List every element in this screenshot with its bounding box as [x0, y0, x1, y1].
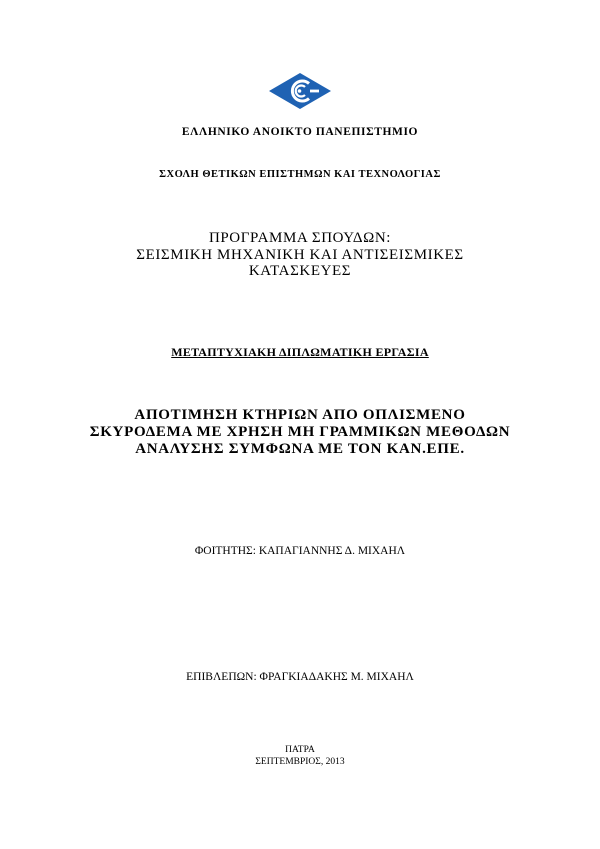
- program-line-1: ΠΡΟΓΡΑΜΜΑ ΣΠΟΥΔΩΝ:: [208, 230, 392, 246]
- title-line-2: ΣΚΥΡΟΔΕΜΑ ΜΕ ΧΡΗΣΗ ΜΗ ΓΡΑΜΜΙΚΩΝ ΜΕΘΟΔΩΝ: [89, 424, 511, 440]
- program-line-2: ΣΕΙΣΜΙΚΗ ΜΗΧΑΝΙΚΗ ΚΑΙ ΑΝΤΙΣΕΙΣΜΙΚΕΣ: [136, 246, 464, 263]
- school-name: ΣΧΟΛΗ ΘΕΤΙΚΩΝ ΕΠΙΣΤΗΜΩΝ ΚΑΙ ΤΕΧΝΟΛΟΓΙΑΣ: [159, 169, 441, 180]
- date: ΣΕΠΤΕΜΒΡΙΟΣ, 2013: [255, 757, 345, 767]
- university-logo-icon: [268, 72, 332, 110]
- student-name: ΦΟΙΤΗΤΗΣ: ΚΑΠΑΓΙΑΝΝΗΣ Δ. ΜΙΧΑΗΛ: [194, 545, 406, 557]
- city: ΠΑΤΡΑ: [285, 745, 315, 755]
- supervisor-name: ΕΠΙΒΛΕΠΩΝ: ΦΡΑΓΚΙΑΔΑΚΗΣ Μ. ΜΙΧΑΗΛ: [186, 671, 414, 683]
- place-and-date: [0, 744, 600, 768]
- thesis-title: [0, 407, 600, 458]
- title-line-1: ΑΠΟΤΙΜΗΣΗ ΚΤΗΡΙΩΝ ΑΠΟ ΟΠΛΙΣΜΕΝΟ: [134, 407, 466, 423]
- program-line-3: ΚΑΤΑΣΚΕΥΕΣ: [248, 263, 352, 279]
- study-program: [0, 230, 600, 280]
- university-name: ΕΛΛΗΝΙΚΟ ΑΝΟΙΚΤΟ ΠΑΝΕΠΙΣΤΗΜΙΟ: [181, 126, 419, 138]
- title-line-3: ΑΝΑΛΥΣΗΣ ΣΥΜΦΩΝΑ ΜΕ ΤΟΝ ΚΑΝ.ΕΠΕ.: [135, 441, 465, 457]
- thesis-type: ΜΕΤΑΠΤΥΧΙΑΚΗ ΔΙΠΛΩΜΑΤΙΚΗ ΕΡΓΑΣΙΑ: [171, 345, 429, 359]
